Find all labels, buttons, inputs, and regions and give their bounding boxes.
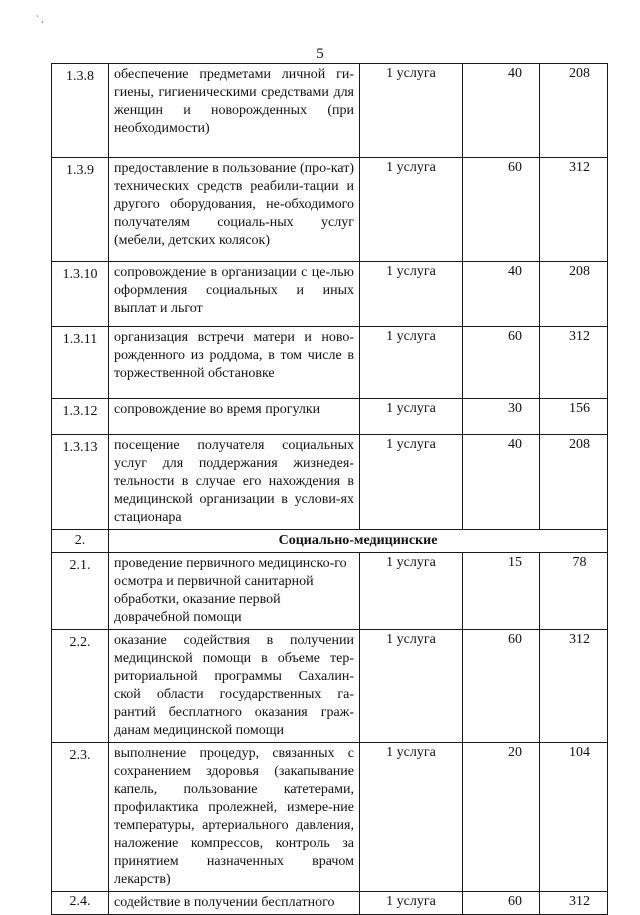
table-row bbox=[52, 435, 608, 530]
row-quantity bbox=[463, 743, 540, 892]
table-row bbox=[52, 262, 608, 327]
row-unit: 1 услуга bbox=[360, 327, 463, 399]
row-quantity bbox=[463, 399, 540, 435]
row-quantity-value: 60 bbox=[508, 329, 522, 344]
row-unit: 1 услуга bbox=[360, 630, 463, 743]
section-number: 2. bbox=[52, 530, 109, 553]
row-total bbox=[540, 743, 608, 892]
row-unit: 1 услуга bbox=[360, 64, 463, 158]
row-quantity bbox=[463, 892, 540, 915]
row-quantity-value: 40 bbox=[508, 66, 522, 81]
row-description: сопровождение во время прогулки bbox=[109, 399, 360, 435]
row-quantity-value: 60 bbox=[508, 632, 522, 647]
row-quantity bbox=[463, 435, 540, 530]
row-quantity bbox=[463, 630, 540, 743]
row-unit: 1 услуга bbox=[360, 158, 463, 262]
row-number: 1.3.11 bbox=[52, 327, 109, 399]
page-number: 5 bbox=[316, 46, 324, 62]
row-quantity-value: 40 bbox=[508, 264, 522, 279]
row-quantity bbox=[463, 158, 540, 262]
table-row bbox=[52, 327, 608, 399]
services-table bbox=[51, 63, 608, 915]
row-number: 2.3. bbox=[52, 743, 109, 892]
row-total bbox=[540, 262, 608, 327]
row-number: 1.3.13 bbox=[52, 435, 109, 530]
row-unit: 1 услуга bbox=[360, 553, 463, 630]
row-total-value: 312 bbox=[569, 329, 590, 344]
row-description: предоставление в пользование (про-кат) технических средств реабили-тации и другого оборудования, не-обходимого получателям социаль-ных услуг (мебели, детских колясок) bbox=[109, 158, 360, 262]
row-quantity bbox=[463, 553, 540, 630]
row-total bbox=[540, 435, 608, 530]
row-total-value: 78 bbox=[572, 555, 587, 570]
row-description: выполнение процедур, связанных с сохранением здоровья (закапывание капель, пользование катетерами, профилактика пролежней, измере-ние температуры, артериального давления, наложение компрессов, контроль за принятием назначенных врачом лекарств) bbox=[109, 743, 360, 892]
row-unit: 1 услуга bbox=[360, 743, 463, 892]
section-header-row bbox=[52, 530, 608, 553]
row-description: сопровождение в организации с це-лью оформления социальных и иных выплат и льгот bbox=[109, 262, 360, 327]
row-unit: 1 услуга bbox=[360, 399, 463, 435]
row-total-value: 208 bbox=[569, 264, 590, 279]
row-description: посещение получателя социальных услуг для поддержания жизнедея-тельности в случае его нахождения в медицинской организации в услови-ях стационара bbox=[109, 435, 360, 530]
row-number: 2.4. bbox=[52, 892, 109, 915]
row-total bbox=[540, 399, 608, 435]
row-total-value: 208 bbox=[569, 437, 590, 452]
row-total-value: 208 bbox=[569, 66, 590, 81]
scan-specks: ` , bbox=[36, 14, 44, 24]
row-total bbox=[540, 158, 608, 262]
row-quantity-value: 60 bbox=[508, 160, 522, 175]
table-row bbox=[52, 64, 608, 158]
section-title: Социально-медицинские bbox=[109, 530, 608, 553]
row-number: 2.1. bbox=[52, 553, 109, 630]
row-quantity-value: 20 bbox=[508, 745, 522, 760]
row-unit: 1 услуга bbox=[360, 262, 463, 327]
row-description: обеспечение предметами личной ги-гиены, гигиеническими средствами для женщин и новорожденных (при необходимости) bbox=[109, 64, 360, 158]
row-quantity-value: 60 bbox=[508, 894, 522, 909]
table-row bbox=[52, 399, 608, 435]
table-row bbox=[52, 158, 608, 262]
table-row bbox=[52, 553, 608, 630]
row-total-value: 312 bbox=[569, 160, 590, 175]
row-total-value: 156 bbox=[569, 401, 590, 416]
row-unit: 1 услуга bbox=[360, 892, 463, 915]
row-number: 1.3.9 bbox=[52, 158, 109, 262]
row-total bbox=[540, 553, 608, 630]
row-quantity bbox=[463, 327, 540, 399]
row-total-value: 312 bbox=[569, 894, 590, 909]
row-number: 1.3.10 bbox=[52, 262, 109, 327]
row-total bbox=[540, 892, 608, 915]
row-description: организация встречи матери и ново-рожденного из роддома, в том числе в торжественной обстановке bbox=[109, 327, 360, 399]
row-quantity-value: 30 bbox=[508, 401, 522, 416]
table-row bbox=[52, 892, 608, 915]
row-number: 1.3.12 bbox=[52, 399, 109, 435]
row-quantity-value: 15 bbox=[508, 555, 522, 570]
row-description: содействие в получении бесплатного bbox=[109, 892, 360, 915]
row-description: оказание содействия в получении медицинской помощи в объеме тер-риториальной программы Сахалин-ской области государственных га-рантий бесплатного оказания граж-данам медицинской помощи bbox=[109, 630, 360, 743]
row-total-value: 104 bbox=[569, 745, 590, 760]
row-description: проведение первичного медицинско-го осмотра и первичной санитарной обработки, оказание первой доврачебной помощи bbox=[109, 553, 360, 630]
table-row bbox=[52, 743, 608, 892]
row-quantity bbox=[463, 262, 540, 327]
row-quantity bbox=[463, 64, 540, 158]
row-total-value: 312 bbox=[569, 632, 590, 647]
row-number: 2.2. bbox=[52, 630, 109, 743]
row-quantity-value: 40 bbox=[508, 437, 522, 452]
row-total bbox=[540, 64, 608, 158]
row-total bbox=[540, 327, 608, 399]
row-unit: 1 услуга bbox=[360, 435, 463, 530]
table-row bbox=[52, 630, 608, 743]
row-total bbox=[540, 630, 608, 743]
row-number: 1.3.8 bbox=[52, 64, 109, 158]
